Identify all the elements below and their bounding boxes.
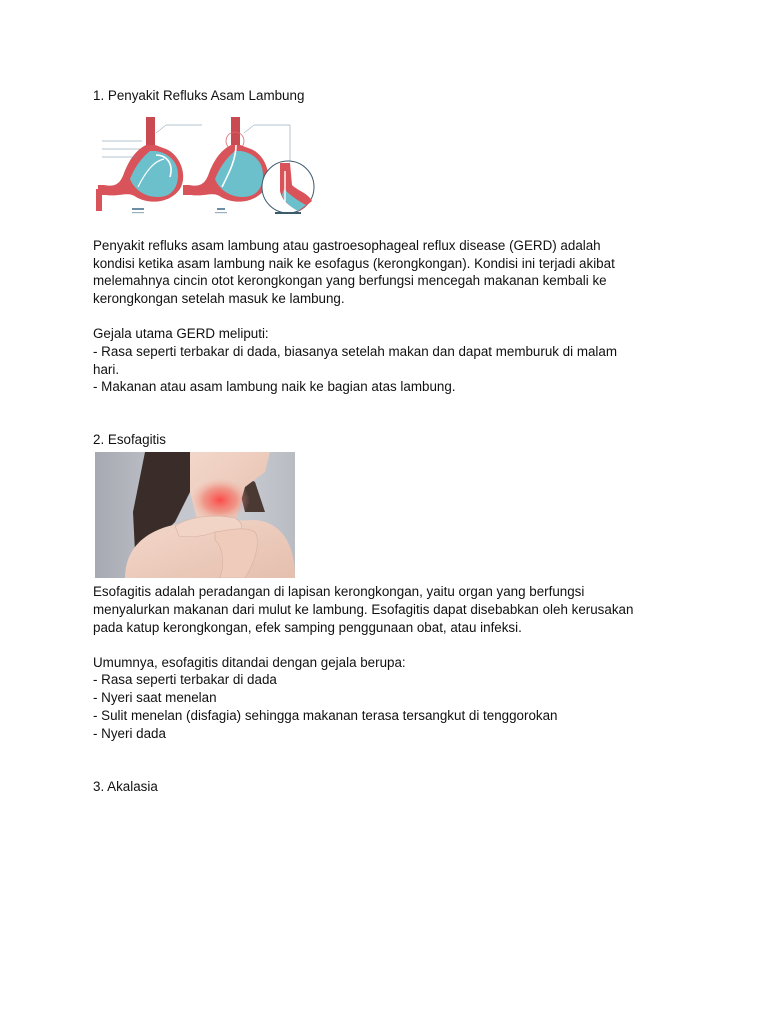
paragraph-line: kondisi ketika asam lambung naik ke esofagus (kerongkongan). Kondisi ini terjadi akibat [93, 256, 615, 271]
esofagitis-photo [95, 452, 295, 578]
symptom-item: - Rasa seperti terbakar di dada, biasanya setelah makan dan dapat memburuk di malam [93, 344, 618, 359]
section-heading-gerd: 1. Penyakit Refluks Asam Lambung [93, 88, 305, 103]
section-heading-akalasia: 3. Akalasia [93, 779, 158, 794]
paragraph-line: menyalurkan makanan dari mulut ke lambung. Esofagitis dapat disebabkan oleh kerusakan [93, 602, 634, 617]
stomach-reflux-diagram [94, 111, 316, 221]
symptoms-intro: Gejala utama GERD meliputi: [93, 326, 269, 341]
acid-reflux-closeup [262, 161, 314, 214]
symptom-item: hari. [93, 362, 120, 377]
symptom-item: - Nyeri saat menelan [93, 690, 217, 705]
symptom-item: - Nyeri dada [93, 726, 166, 741]
paragraph-line: pada katup kerongkongan, efek samping penggunaan obat, atau infeksi. [93, 620, 522, 635]
inflammation-highlight [190, 478, 250, 522]
paragraph-line: melemahnya cincin otot kerongkongan yang berfungsi mencegah makanan kembali ke [93, 273, 607, 288]
paragraph-line: kerongkongan setelah masuk ke lambung. [93, 291, 345, 306]
symptom-item: - Rasa seperti terbakar di dada [93, 672, 277, 687]
symptom-item: - Sulit menelan (disfagia) sehingga makanan terasa tersangkut di tenggorokan [93, 708, 558, 723]
paragraph-line: Penyakit refluks asam lambung atau gastroesophageal reflux disease (GERD) adalah [93, 238, 601, 253]
healthy-stomach-illustration [96, 117, 202, 213]
symptom-item: - Makanan atau asam lambung naik ke bagian atas lambung. [93, 379, 456, 394]
symptoms-intro: Umumnya, esofagitis ditandai dengan gejala berupa: [93, 655, 406, 670]
section-heading-esofagitis: 2. Esofagitis [93, 432, 166, 447]
paragraph-line: Esofagitis adalah peradangan di lapisan kerongkongan, yaitu organ yang berfungsi [93, 584, 585, 599]
